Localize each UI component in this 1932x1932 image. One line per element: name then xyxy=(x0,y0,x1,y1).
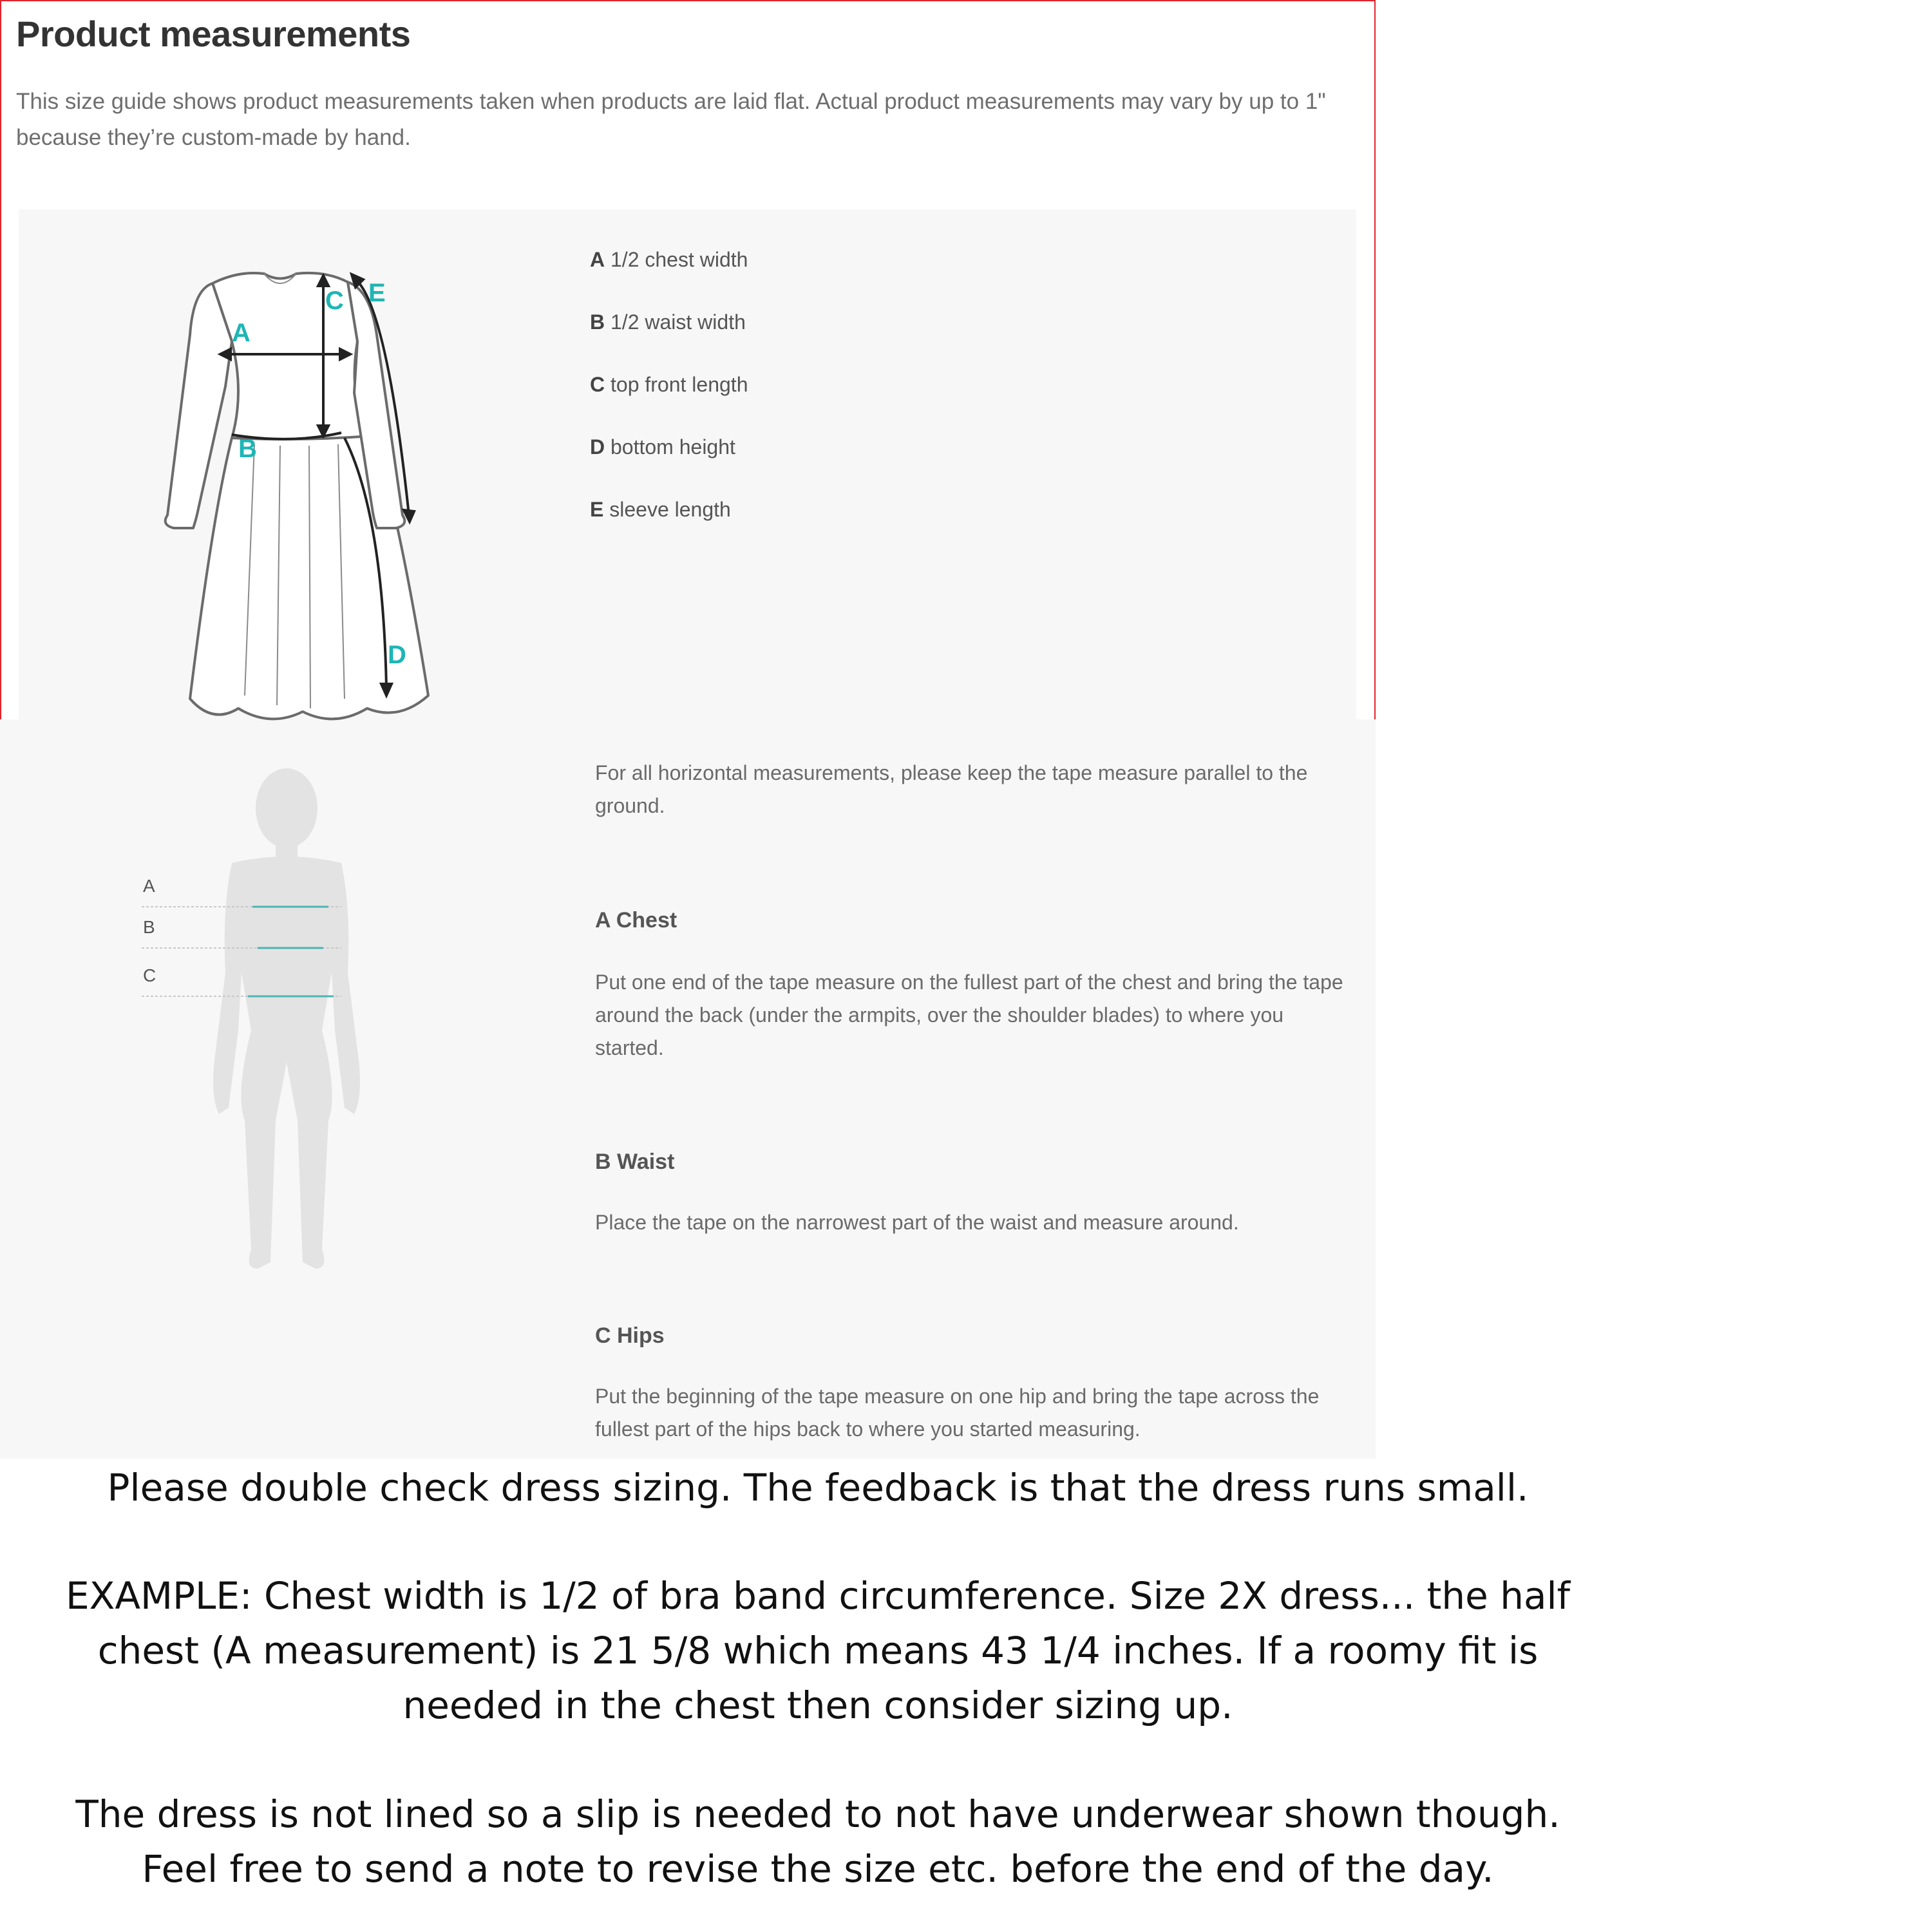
legend-item-a: A 1/2 chest width xyxy=(590,248,748,271)
note-line-3b: Feel free to send a note to revise the size etc. before the end of the day. xyxy=(142,1847,1494,1891)
legend-item-e: E sleeve length xyxy=(590,498,731,521)
svg-text:A: A xyxy=(232,319,251,347)
body-silhouette xyxy=(129,760,386,1275)
body-marker-b: B xyxy=(143,917,155,937)
legend-item-d: D bottom height xyxy=(590,435,735,459)
svg-text:C: C xyxy=(325,287,344,315)
svg-text:D: D xyxy=(388,641,406,669)
waist-heading: B Waist xyxy=(595,1150,675,1174)
note-line-1: Please double check dress sizing. The feedback is that the dress runs small. xyxy=(107,1466,1529,1510)
body-marker-c: C xyxy=(143,965,156,985)
note-line-3a: The dress is not lined so a slip is needed to not have underwear shown though. xyxy=(75,1792,1560,1836)
legend-item-c: C top front length xyxy=(590,373,748,396)
svg-text:E: E xyxy=(368,279,386,307)
note-line-2b: chest (A measurement) is 21 5/8 which means 43 1/4 inches. If a roomy fit is xyxy=(97,1629,1539,1672)
note-line-2a: EXAMPLE: Chest width is 1/2 of bra band circumference. Size 2X dress... the half xyxy=(65,1574,1571,1618)
body-guide-intro: For all horizontal measurements, please keep the tape measure parallel to the ground. xyxy=(595,761,1308,817)
hips-text: Put the beginning of the tape measure on one hip and bring the tape across the fullest part of the hips back to where you started measuring. xyxy=(595,1385,1320,1441)
hips-heading: C Hips xyxy=(595,1323,665,1348)
dress-diagram xyxy=(142,245,451,721)
intro-text: This size guide shows product measurements taken when products are laid flat. Actual product measurements may vary by up to 1" because they’re custom-made by hand. xyxy=(16,89,1326,150)
chest-heading: A Chest xyxy=(595,908,677,933)
note-line-2c: needed in the chest then consider sizing up. xyxy=(402,1683,1233,1727)
page-title: Product measurements xyxy=(16,14,411,54)
body-marker-lines xyxy=(142,889,348,1018)
svg-text:B: B xyxy=(238,435,257,463)
waist-text: Place the tape on the narrowest part of the waist and measure around. xyxy=(595,1211,1239,1234)
legend-item-b: B 1/2 waist width xyxy=(590,310,746,334)
chest-text: Put one end of the tape measure on the fullest part of the chest and bring the tape around the back (under the armpits, over the shoulder blades) to where you started. xyxy=(595,971,1343,1059)
body-marker-a: A xyxy=(143,876,155,896)
